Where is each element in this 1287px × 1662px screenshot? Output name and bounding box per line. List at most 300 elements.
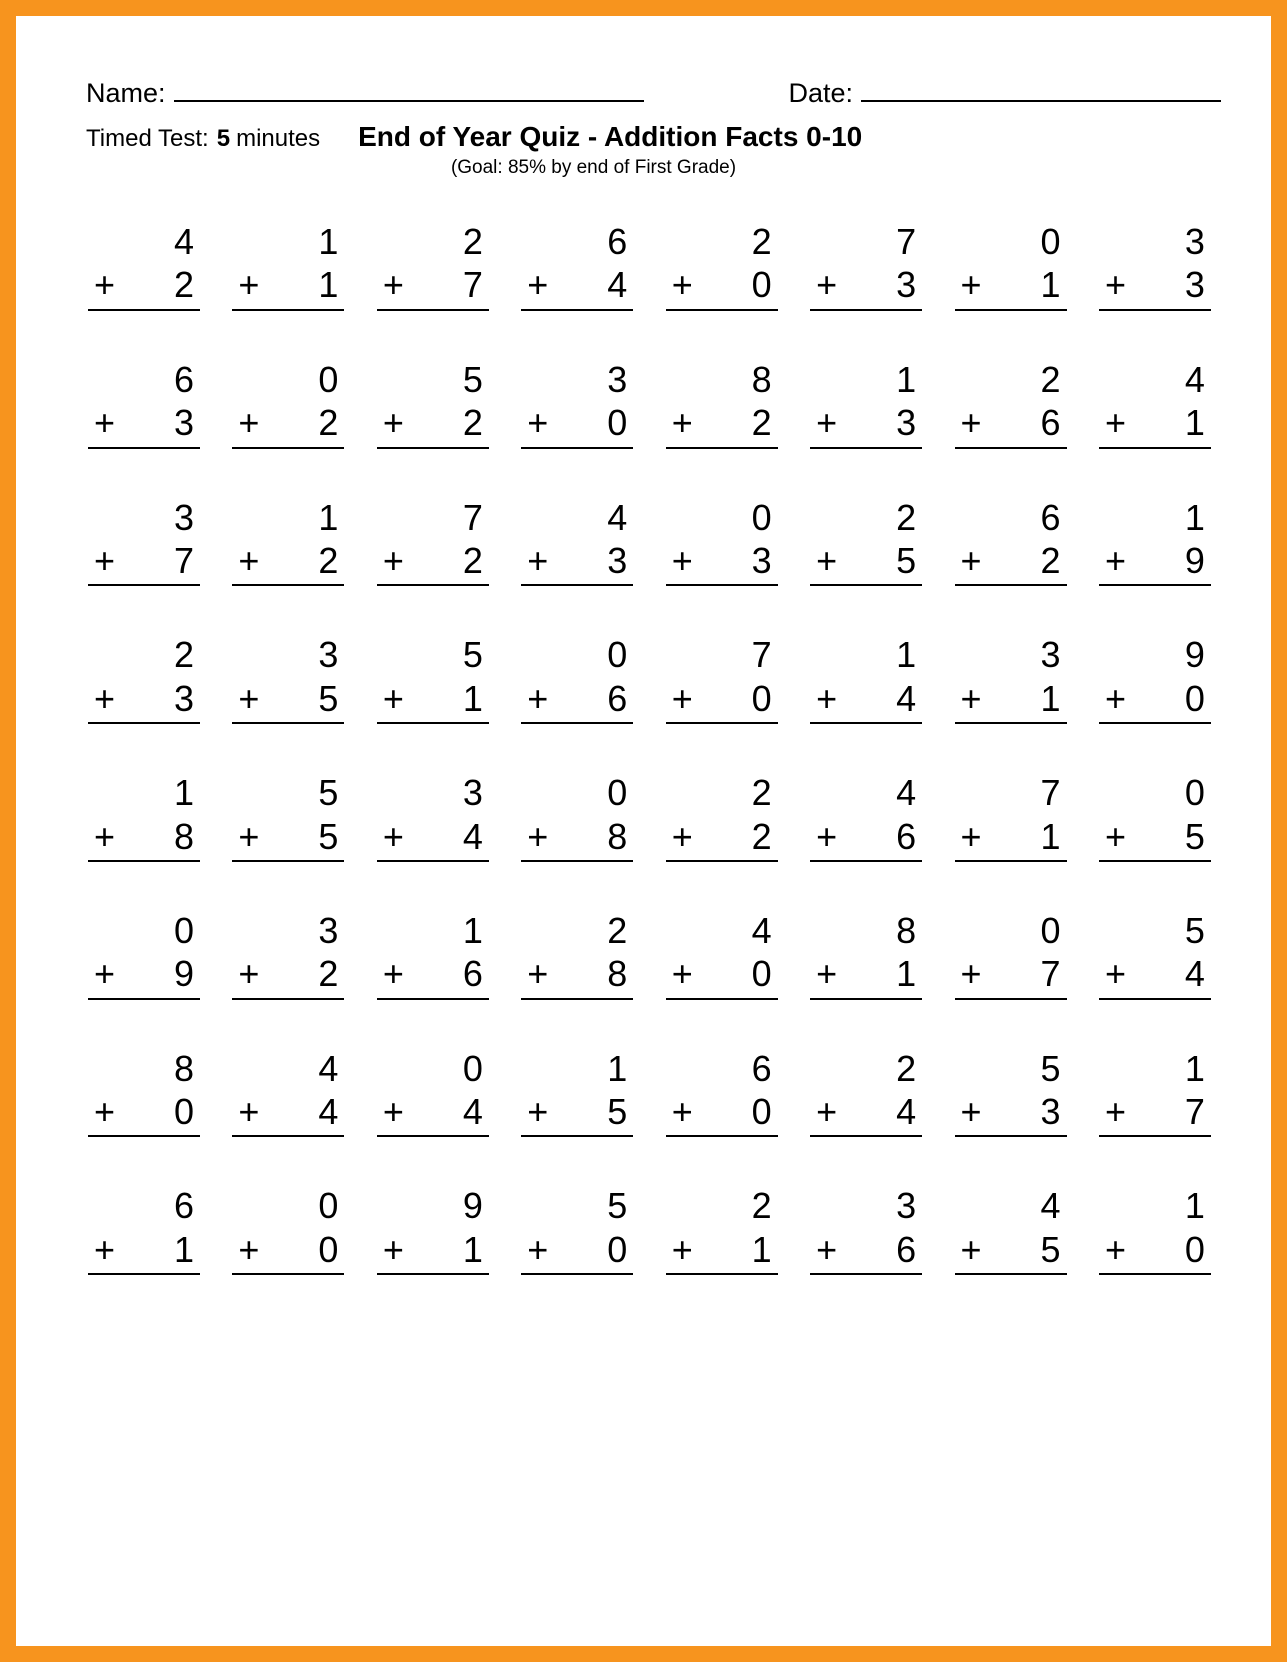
timed-test-value: 5 bbox=[216, 125, 231, 152]
operator-symbol: + bbox=[527, 1228, 549, 1270]
problem-top-number: 7 bbox=[751, 634, 772, 676]
operator-symbol: + bbox=[94, 1228, 116, 1270]
problem-top-number: 1 bbox=[1184, 1185, 1205, 1227]
problem bbox=[810, 634, 922, 724]
operator-symbol: + bbox=[960, 1228, 982, 1270]
problem-top-number: 4 bbox=[1040, 1185, 1061, 1227]
operator-symbol: + bbox=[816, 953, 838, 995]
problem-top-number: 0 bbox=[462, 1047, 483, 1089]
problem-bottom-number: 1 bbox=[751, 1228, 772, 1270]
problem-bottom-line bbox=[810, 538, 922, 586]
problem bbox=[521, 359, 633, 449]
problem-row bbox=[88, 1048, 1211, 1138]
problem-row bbox=[88, 359, 1211, 449]
problem-bottom-line bbox=[955, 538, 1067, 586]
problem bbox=[810, 910, 922, 1000]
problem-bottom-line bbox=[810, 400, 922, 448]
problem-top-number: 1 bbox=[318, 496, 339, 538]
problem-bottom-number: 1 bbox=[1040, 815, 1061, 857]
problem-bottom-number: 5 bbox=[1184, 815, 1205, 857]
problem-bottom-number: 4 bbox=[896, 1091, 917, 1133]
problem-bottom-line bbox=[88, 676, 200, 724]
operator-symbol: + bbox=[816, 539, 838, 581]
problem bbox=[810, 359, 922, 449]
problem-bottom-line bbox=[521, 676, 633, 724]
problem-bottom-line bbox=[88, 262, 200, 310]
problem-top-number: 3 bbox=[1184, 221, 1205, 262]
operator-symbol: + bbox=[382, 677, 404, 719]
operator-symbol: + bbox=[94, 264, 116, 306]
problem-bottom-line bbox=[955, 951, 1067, 999]
problem bbox=[1099, 772, 1211, 862]
problem bbox=[955, 497, 1067, 587]
operator-symbol: + bbox=[94, 402, 116, 444]
problem-bottom-line bbox=[232, 676, 344, 724]
problem-bottom-number: 1 bbox=[173, 1228, 194, 1270]
problem-bottom-number: 5 bbox=[318, 815, 339, 857]
problem-bottom-line bbox=[1099, 676, 1211, 724]
operator-symbol: + bbox=[382, 264, 404, 306]
problem bbox=[377, 634, 489, 724]
problem bbox=[666, 359, 778, 449]
problem bbox=[232, 634, 344, 724]
problem-top-number: 3 bbox=[462, 772, 483, 814]
problem-bottom-line bbox=[666, 538, 778, 586]
worksheet-header bbox=[16, 16, 1271, 179]
timed-test-unit: minutes bbox=[236, 125, 321, 152]
problem-bottom-number: 0 bbox=[751, 953, 772, 995]
problem bbox=[955, 1048, 1067, 1138]
problem-top-number: 7 bbox=[462, 496, 483, 538]
problem-top-number: 5 bbox=[318, 772, 339, 814]
problem-bottom-line bbox=[810, 1089, 922, 1137]
operator-symbol: + bbox=[94, 539, 116, 581]
problem-top-number: 6 bbox=[751, 1047, 772, 1089]
problem-bottom-line bbox=[1099, 951, 1211, 999]
problem-top-number: 9 bbox=[1184, 634, 1205, 676]
operator-symbol: + bbox=[1104, 815, 1126, 857]
problem bbox=[666, 221, 778, 311]
problem-bottom-number: 5 bbox=[896, 539, 917, 581]
problem-bottom-number: 5 bbox=[1040, 1228, 1061, 1270]
problem-top-number: 0 bbox=[318, 1185, 339, 1227]
problem-top-number: 4 bbox=[173, 221, 194, 262]
problem-row bbox=[88, 772, 1211, 862]
problem-bottom-number: 0 bbox=[751, 677, 772, 719]
operator-symbol: + bbox=[671, 953, 693, 995]
operator-symbol: + bbox=[238, 953, 260, 995]
problem bbox=[955, 634, 1067, 724]
date-label: Date: bbox=[788, 78, 853, 108]
problem-bottom-number: 2 bbox=[1040, 539, 1061, 581]
problem-bottom-number: 0 bbox=[751, 264, 772, 306]
problem-bottom-number: 5 bbox=[318, 677, 339, 719]
problem-top-number: 1 bbox=[173, 772, 194, 814]
operator-symbol: + bbox=[816, 1228, 838, 1270]
problem-bottom-number: 1 bbox=[896, 953, 917, 995]
problem-bottom-number: 2 bbox=[318, 953, 339, 995]
problem-bottom-line bbox=[521, 814, 633, 862]
problem-bottom-line bbox=[810, 262, 922, 310]
problem-top-number: 2 bbox=[462, 221, 483, 262]
problem-bottom-line bbox=[1099, 400, 1211, 448]
problem-bottom-line bbox=[377, 400, 489, 448]
problem-top-number: 6 bbox=[607, 221, 628, 262]
problem-bottom-number: 4 bbox=[462, 1091, 483, 1133]
operator-symbol: + bbox=[1104, 953, 1126, 995]
operator-symbol: + bbox=[960, 677, 982, 719]
operator-symbol: + bbox=[960, 402, 982, 444]
problem-row bbox=[88, 910, 1211, 1000]
operator-symbol: + bbox=[238, 402, 260, 444]
problem-bottom-number: 0 bbox=[318, 1228, 339, 1270]
name-write-line[interactable] bbox=[174, 78, 644, 102]
problem-bottom-line bbox=[377, 1089, 489, 1137]
problem bbox=[955, 772, 1067, 862]
problem bbox=[521, 1048, 633, 1138]
operator-symbol: + bbox=[382, 1091, 404, 1133]
problem bbox=[232, 910, 344, 1000]
problem-bottom-line bbox=[377, 262, 489, 310]
problems-grid bbox=[16, 221, 1271, 1275]
problem-bottom-line bbox=[88, 1227, 200, 1275]
operator-symbol: + bbox=[238, 1228, 260, 1270]
problem bbox=[521, 221, 633, 311]
problem bbox=[232, 497, 344, 587]
problem-bottom-number: 2 bbox=[318, 402, 339, 444]
problem-bottom-line bbox=[232, 1227, 344, 1275]
problem-bottom-line bbox=[521, 1089, 633, 1137]
problem-bottom-number: 3 bbox=[173, 677, 194, 719]
operator-symbol: + bbox=[382, 815, 404, 857]
problem-top-number: 5 bbox=[462, 358, 483, 400]
problem-top-number: 0 bbox=[607, 772, 628, 814]
problem-bottom-number: 5 bbox=[607, 1091, 628, 1133]
operator-symbol: + bbox=[671, 1228, 693, 1270]
problem-bottom-line bbox=[377, 676, 489, 724]
problem bbox=[377, 772, 489, 862]
problem-top-number: 8 bbox=[751, 358, 772, 400]
problem bbox=[521, 1185, 633, 1275]
operator-symbol: + bbox=[960, 539, 982, 581]
problem-top-number: 1 bbox=[896, 358, 917, 400]
problem-bottom-line bbox=[1099, 1089, 1211, 1137]
problem-top-number: 4 bbox=[607, 496, 628, 538]
problem bbox=[377, 1185, 489, 1275]
problem bbox=[377, 497, 489, 587]
problem-top-number: 2 bbox=[173, 634, 194, 676]
problem-top-number: 1 bbox=[1184, 1047, 1205, 1089]
problem-bottom-number: 2 bbox=[462, 402, 483, 444]
problem-bottom-line bbox=[955, 814, 1067, 862]
problem-bottom-number: 1 bbox=[318, 264, 339, 306]
problem-bottom-line bbox=[955, 400, 1067, 448]
problem-bottom-number: 2 bbox=[751, 402, 772, 444]
problem-bottom-number: 8 bbox=[173, 815, 194, 857]
operator-symbol: + bbox=[816, 815, 838, 857]
problem-bottom-line bbox=[232, 814, 344, 862]
operator-symbol: + bbox=[238, 815, 260, 857]
operator-symbol: + bbox=[382, 1228, 404, 1270]
problem-top-number: 7 bbox=[1040, 772, 1061, 814]
problem-bottom-line bbox=[1099, 1227, 1211, 1275]
problem-bottom-number: 6 bbox=[1040, 402, 1061, 444]
problem-bottom-number: 9 bbox=[173, 953, 194, 995]
problem bbox=[810, 1185, 922, 1275]
problem bbox=[666, 634, 778, 724]
problem bbox=[666, 1185, 778, 1275]
problem bbox=[88, 497, 200, 587]
problem-bottom-line bbox=[521, 538, 633, 586]
problem-top-number: 4 bbox=[751, 909, 772, 951]
problem-bottom-number: 4 bbox=[462, 815, 483, 857]
operator-symbol: + bbox=[382, 953, 404, 995]
problem bbox=[666, 1048, 778, 1138]
problem bbox=[810, 1048, 922, 1138]
problem bbox=[232, 221, 344, 311]
problem-top-number: 3 bbox=[1040, 634, 1061, 676]
problem-bottom-line bbox=[377, 1227, 489, 1275]
problem-bottom-line bbox=[810, 1227, 922, 1275]
problem bbox=[810, 772, 922, 862]
problem-bottom-line bbox=[232, 538, 344, 586]
problem-bottom-number: 0 bbox=[751, 1091, 772, 1133]
problem-bottom-number: 0 bbox=[607, 1228, 628, 1270]
problem-bottom-line bbox=[232, 951, 344, 999]
problem bbox=[1099, 221, 1211, 311]
problem-bottom-line bbox=[88, 814, 200, 862]
problem-top-number: 5 bbox=[1040, 1047, 1061, 1089]
problem-bottom-line bbox=[810, 951, 922, 999]
problem-bottom-number: 7 bbox=[173, 539, 194, 581]
problem bbox=[377, 359, 489, 449]
problem-bottom-number: 4 bbox=[607, 264, 628, 306]
problem-top-number: 4 bbox=[318, 1047, 339, 1089]
problem-top-number: 9 bbox=[462, 1185, 483, 1227]
problem-bottom-number: 3 bbox=[751, 539, 772, 581]
problem-top-number: 2 bbox=[607, 909, 628, 951]
problem-top-number: 3 bbox=[896, 1185, 917, 1227]
problem bbox=[810, 221, 922, 311]
problem-top-number: 0 bbox=[1184, 772, 1205, 814]
operator-symbol: + bbox=[960, 264, 982, 306]
problem-bottom-number: 3 bbox=[1040, 1091, 1061, 1133]
problem-bottom-number: 1 bbox=[1184, 402, 1205, 444]
problem-top-number: 1 bbox=[896, 634, 917, 676]
operator-symbol: + bbox=[527, 264, 549, 306]
operator-symbol: + bbox=[671, 815, 693, 857]
problem bbox=[521, 772, 633, 862]
problem-top-number: 0 bbox=[1040, 909, 1061, 951]
problem-top-number: 8 bbox=[173, 1047, 194, 1089]
operator-symbol: + bbox=[816, 402, 838, 444]
problem bbox=[88, 772, 200, 862]
problem-top-number: 1 bbox=[318, 221, 339, 262]
date-write-line[interactable] bbox=[861, 78, 1221, 102]
problem-bottom-number: 1 bbox=[1040, 264, 1061, 306]
problem-bottom-number: 3 bbox=[1184, 264, 1205, 306]
problem-bottom-number: 1 bbox=[1040, 677, 1061, 719]
problem-top-number: 6 bbox=[173, 358, 194, 400]
problem bbox=[232, 359, 344, 449]
operator-symbol: + bbox=[816, 1091, 838, 1133]
problem-bottom-number: 4 bbox=[318, 1091, 339, 1133]
problem bbox=[1099, 910, 1211, 1000]
problem-bottom-number: 7 bbox=[462, 264, 483, 306]
problem-top-number: 1 bbox=[607, 1047, 628, 1089]
problem-bottom-line bbox=[377, 814, 489, 862]
problem-bottom-number: 6 bbox=[462, 953, 483, 995]
problem-top-number: 0 bbox=[173, 909, 194, 951]
problem-row bbox=[88, 497, 1211, 587]
problem-top-number: 3 bbox=[318, 909, 339, 951]
problem bbox=[88, 359, 200, 449]
problem-bottom-number: 7 bbox=[1184, 1091, 1205, 1133]
operator-symbol: + bbox=[960, 953, 982, 995]
name-label: Name: bbox=[86, 78, 166, 108]
operator-symbol: + bbox=[238, 539, 260, 581]
problem-bottom-line bbox=[955, 676, 1067, 724]
problem bbox=[955, 359, 1067, 449]
problem bbox=[377, 910, 489, 1000]
problem-bottom-number: 3 bbox=[607, 539, 628, 581]
problem-bottom-line bbox=[1099, 538, 1211, 586]
problem-bottom-number: 0 bbox=[173, 1091, 194, 1133]
operator-symbol: + bbox=[238, 264, 260, 306]
problem-bottom-line bbox=[521, 262, 633, 310]
problem-bottom-line bbox=[666, 1227, 778, 1275]
problem-top-number: 4 bbox=[896, 772, 917, 814]
problem-bottom-number: 6 bbox=[896, 815, 917, 857]
problem-top-number: 3 bbox=[607, 358, 628, 400]
problem-bottom-number: 8 bbox=[607, 815, 628, 857]
problem-bottom-line bbox=[521, 400, 633, 448]
problem-bottom-number: 3 bbox=[896, 264, 917, 306]
problem bbox=[666, 910, 778, 1000]
problem bbox=[666, 772, 778, 862]
problem-bottom-line bbox=[377, 538, 489, 586]
operator-symbol: + bbox=[960, 815, 982, 857]
problem bbox=[1099, 1185, 1211, 1275]
problem-bottom-number: 2 bbox=[751, 815, 772, 857]
operator-symbol: + bbox=[527, 953, 549, 995]
problem-top-number: 6 bbox=[173, 1185, 194, 1227]
problem-bottom-line bbox=[88, 400, 200, 448]
problem-bottom-number: 4 bbox=[896, 677, 917, 719]
operator-symbol: + bbox=[527, 1091, 549, 1133]
page-title: End of Year Quiz - Addition Facts 0-10 bbox=[358, 121, 863, 152]
problem-bottom-number: 4 bbox=[1184, 953, 1205, 995]
problem bbox=[521, 497, 633, 587]
problem-top-number: 2 bbox=[751, 1185, 772, 1227]
operator-symbol: + bbox=[527, 815, 549, 857]
name-field-group bbox=[86, 78, 644, 109]
problem-top-number: 8 bbox=[896, 909, 917, 951]
problem bbox=[521, 910, 633, 1000]
problem bbox=[1099, 497, 1211, 587]
problem bbox=[88, 1185, 200, 1275]
operator-symbol: + bbox=[238, 677, 260, 719]
problem-bottom-line bbox=[88, 1089, 200, 1137]
problem-bottom-number: 8 bbox=[607, 953, 628, 995]
operator-symbol: + bbox=[671, 539, 693, 581]
problem-bottom-number: 2 bbox=[318, 539, 339, 581]
problem-bottom-line bbox=[88, 538, 200, 586]
problem-bottom-number: 6 bbox=[607, 677, 628, 719]
problem bbox=[1099, 359, 1211, 449]
problem-bottom-line bbox=[955, 262, 1067, 310]
problem bbox=[955, 1185, 1067, 1275]
problem-bottom-line bbox=[955, 1089, 1067, 1137]
problem-bottom-line bbox=[521, 1227, 633, 1275]
problem-top-number: 3 bbox=[318, 634, 339, 676]
problem-bottom-line bbox=[666, 814, 778, 862]
operator-symbol: + bbox=[94, 953, 116, 995]
problem-top-number: 6 bbox=[1040, 496, 1061, 538]
problem bbox=[666, 497, 778, 587]
problem-bottom-line bbox=[521, 951, 633, 999]
problem-bottom-number: 1 bbox=[462, 1228, 483, 1270]
problem-bottom-number: 6 bbox=[896, 1228, 917, 1270]
problem bbox=[521, 634, 633, 724]
problem-top-number: 2 bbox=[1040, 358, 1061, 400]
operator-symbol: + bbox=[238, 1091, 260, 1133]
problem-row bbox=[88, 221, 1211, 311]
operator-symbol: + bbox=[960, 1091, 982, 1133]
problem-top-number: 0 bbox=[1040, 221, 1061, 262]
problem bbox=[232, 1185, 344, 1275]
operator-symbol: + bbox=[671, 677, 693, 719]
problem-bottom-number: 7 bbox=[1040, 953, 1061, 995]
problem-bottom-number: 3 bbox=[896, 402, 917, 444]
operator-symbol: + bbox=[94, 815, 116, 857]
problem-bottom-number: 2 bbox=[462, 539, 483, 581]
subheader-row bbox=[86, 121, 1221, 153]
problem-bottom-line bbox=[232, 1089, 344, 1137]
problem-top-number: 3 bbox=[173, 496, 194, 538]
operator-symbol: + bbox=[671, 402, 693, 444]
problem-top-number: 5 bbox=[607, 1185, 628, 1227]
operator-symbol: + bbox=[1104, 1091, 1126, 1133]
problem-top-number: 5 bbox=[462, 634, 483, 676]
operator-symbol: + bbox=[816, 264, 838, 306]
operator-symbol: + bbox=[527, 402, 549, 444]
problem bbox=[955, 221, 1067, 311]
problem-bottom-number: 0 bbox=[607, 402, 628, 444]
problem-bottom-line bbox=[810, 676, 922, 724]
operator-symbol: + bbox=[1104, 677, 1126, 719]
problem-bottom-line bbox=[666, 400, 778, 448]
problem-bottom-line bbox=[666, 676, 778, 724]
problem-bottom-line bbox=[1099, 814, 1211, 862]
problem-bottom-number: 9 bbox=[1184, 539, 1205, 581]
problem-top-number: 0 bbox=[751, 496, 772, 538]
problem-bottom-line bbox=[810, 814, 922, 862]
problem-top-number: 7 bbox=[896, 221, 917, 262]
problem-bottom-line bbox=[377, 951, 489, 999]
operator-symbol: + bbox=[527, 677, 549, 719]
operator-symbol: + bbox=[1104, 264, 1126, 306]
operator-symbol: + bbox=[527, 539, 549, 581]
problem-top-number: 2 bbox=[751, 221, 772, 262]
problem-top-number: 2 bbox=[751, 772, 772, 814]
problem-top-number: 1 bbox=[1184, 496, 1205, 538]
operator-symbol: + bbox=[671, 1091, 693, 1133]
problem-row bbox=[88, 1185, 1211, 1275]
problem-bottom-line bbox=[666, 262, 778, 310]
problem-bottom-line bbox=[666, 1089, 778, 1137]
operator-symbol: + bbox=[94, 1091, 116, 1133]
